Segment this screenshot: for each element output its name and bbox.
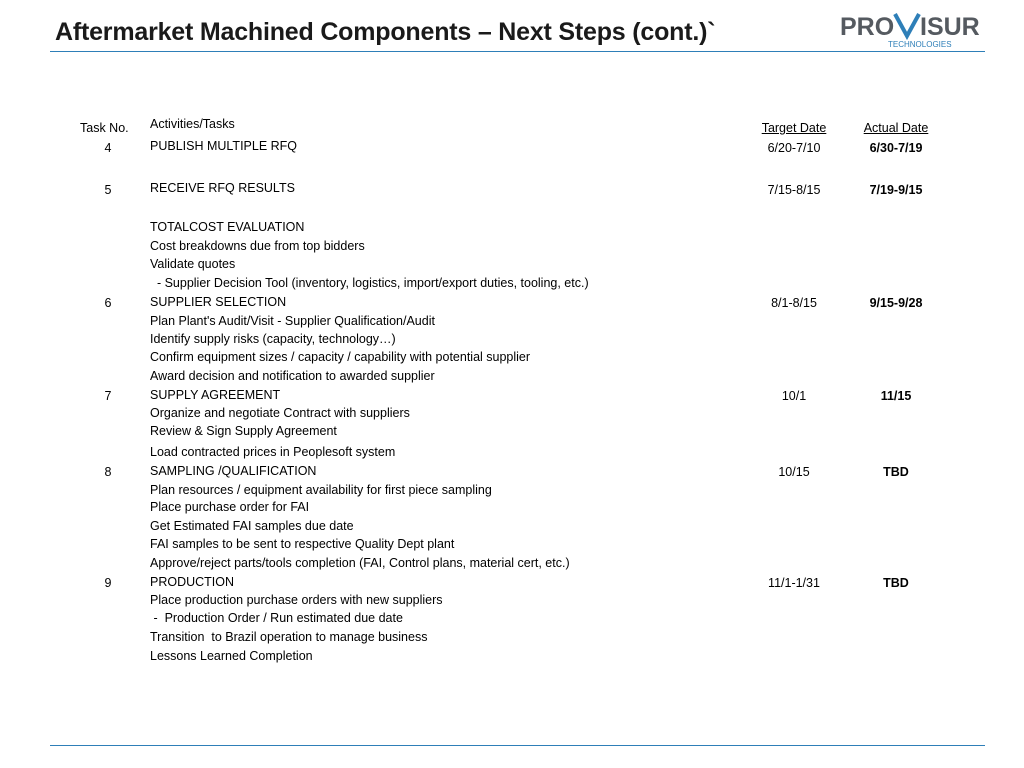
task-number: 4 xyxy=(104,141,112,155)
svg-text:PRO: PRO xyxy=(840,13,895,41)
task-detail: FAI samples to be sent to respective Quality Dept plant xyxy=(150,537,455,551)
logo-subtitle: TECHNOLOGIES xyxy=(888,40,952,49)
target-date: 11/1-1/31 xyxy=(768,576,820,590)
task-detail: Get Estimated FAI samples due date xyxy=(150,519,354,533)
actual-date: 9/15-9/28 xyxy=(869,296,923,310)
title-divider xyxy=(50,51,985,52)
header-actual-date: Actual Date xyxy=(863,121,929,135)
slide-title: Aftermarket Machined Components – Next Steps (cont.)` xyxy=(55,18,716,46)
task-number: 7 xyxy=(104,389,112,403)
task-detail: - Supplier Decision Tool (inventory, logistics, import/export duties, tooling, etc.) xyxy=(150,276,589,290)
header-task-no: Task No. xyxy=(80,121,129,135)
actual-date: 7/19-9/15 xyxy=(869,183,923,197)
task-detail: Plan resources / equipment availability for first piece sampling xyxy=(150,483,492,497)
task-title: RECEIVE RFQ RESULTS xyxy=(150,181,295,195)
footer-divider xyxy=(50,745,985,746)
target-date: 10/1 xyxy=(781,389,807,403)
provisur-logo xyxy=(838,10,988,50)
actual-date: TBD xyxy=(883,465,909,479)
task-number: 8 xyxy=(104,465,112,479)
target-date: 8/1-8/15 xyxy=(771,296,817,310)
task-title: SUPPLY AGREEMENT xyxy=(150,388,281,402)
task-detail: Confirm equipment sizes / capacity / capability with potential supplier xyxy=(150,350,531,364)
task-detail: Organize and negotiate Contract with suppliers xyxy=(150,406,410,420)
task-title: SUPPLIER SELECTION xyxy=(150,295,287,309)
task-detail: Plan Plant's Audit/Visit - Supplier Qualification/Audit xyxy=(150,314,435,328)
svg-text:ISUR: ISUR xyxy=(920,13,980,41)
target-date: 10/15 xyxy=(778,465,810,479)
task-detail: Cost breakdowns due from top bidders xyxy=(150,239,365,253)
task-title: PUBLISH MULTIPLE RFQ xyxy=(150,139,298,153)
target-date: 7/15-8/15 xyxy=(767,183,821,197)
actual-date: 11/15 xyxy=(880,389,912,403)
task-number: 6 xyxy=(104,296,112,310)
task-detail: Validate quotes xyxy=(150,257,236,271)
actual-date: 6/30-7/19 xyxy=(869,141,923,155)
task-detail: TOTALCOST EVALUATION xyxy=(150,220,305,234)
task-detail: Award decision and notification to awarded supplier xyxy=(150,369,435,383)
task-detail: Identify supply risks (capacity, technology…) xyxy=(150,332,396,346)
task-title: SAMPLING /QUALIFICATION xyxy=(150,464,317,478)
task-detail: Approve/reject parts/tools completion (FAI, Control plans, material cert, etc.) xyxy=(150,556,570,570)
actual-date: TBD xyxy=(883,576,909,590)
task-title: PRODUCTION xyxy=(150,575,235,589)
header-activities: Activities/Tasks xyxy=(150,117,235,131)
task-detail: Place production purchase orders with new suppliers xyxy=(150,593,443,607)
task-detail: - Production Order / Run estimated due date xyxy=(150,611,403,625)
task-detail: Load contracted prices in Peoplesoft system xyxy=(150,445,396,459)
header-target-date: Target Date xyxy=(761,121,827,135)
task-detail: Review & Sign Supply Agreement xyxy=(150,424,337,438)
task-detail: Transition to Brazil operation to manage business xyxy=(150,630,428,644)
task-detail: Lessons Learned Completion xyxy=(150,649,313,663)
task-number: 9 xyxy=(104,576,112,590)
target-date: 6/20-7/10 xyxy=(767,141,821,155)
task-detail: Place purchase order for FAI xyxy=(150,500,310,514)
task-number: 5 xyxy=(104,183,112,197)
